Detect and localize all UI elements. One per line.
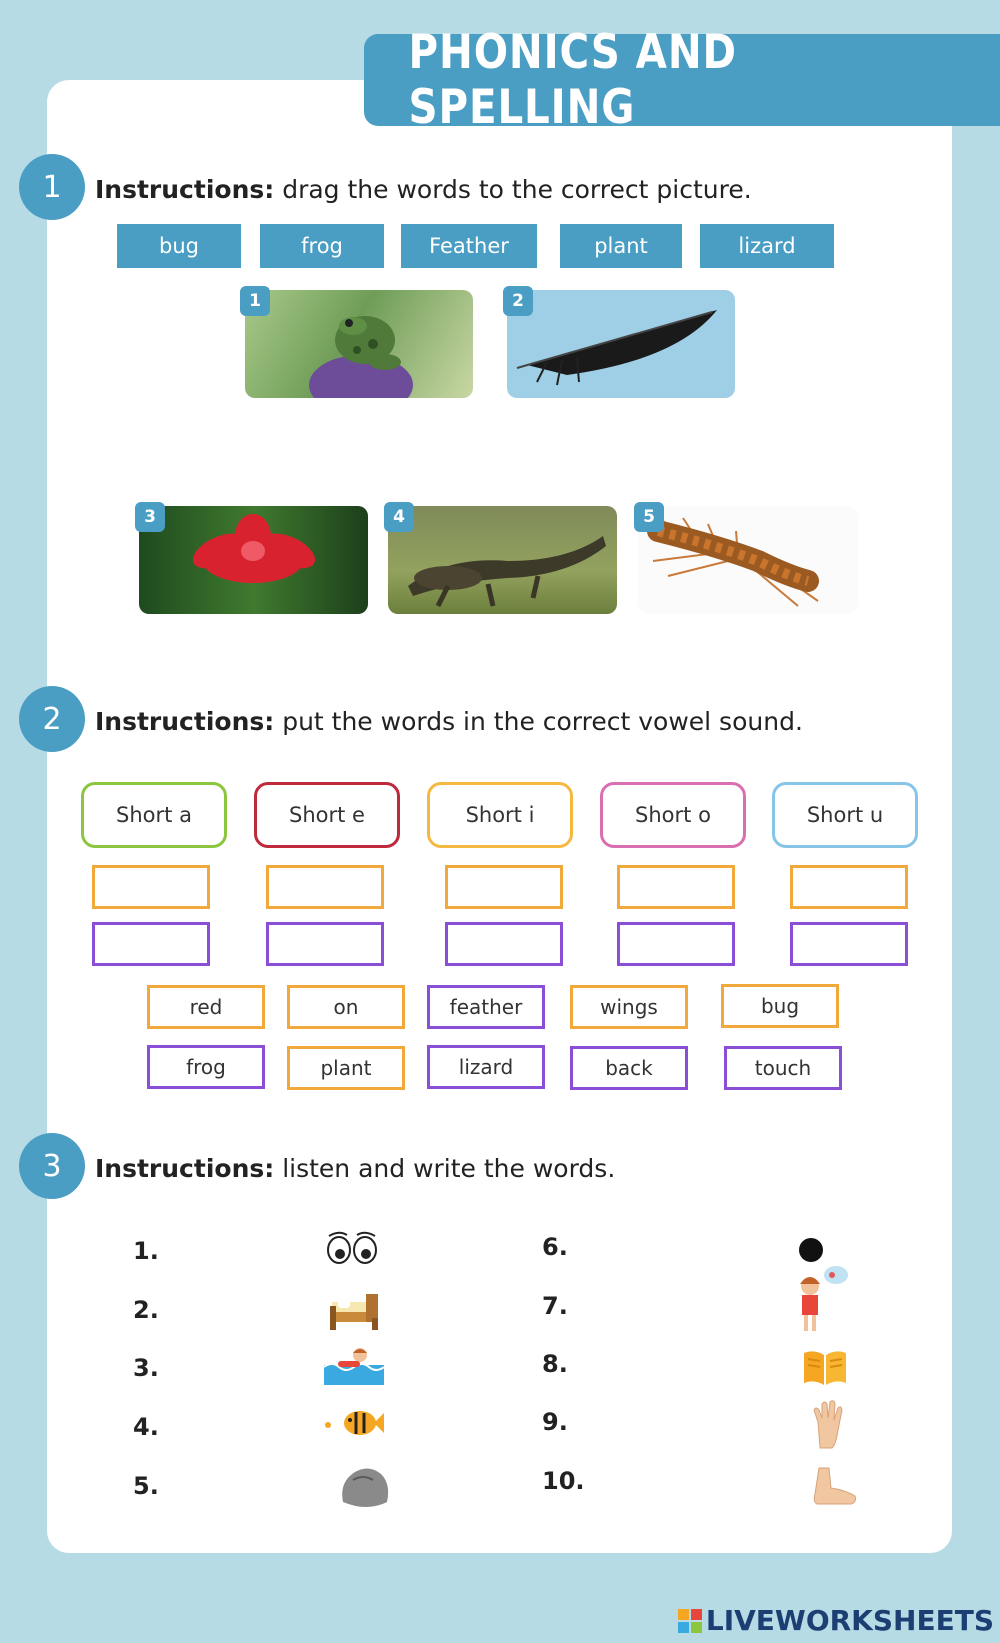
- liveworksheets-logo-icon: [678, 1609, 702, 1633]
- section-1-instruction: [95, 175, 752, 204]
- girl-talking-icon[interactable]: [796, 1264, 848, 1336]
- drag-word-plant[interactable]: plant: [560, 224, 682, 268]
- vowel-header-short-i: Short i: [427, 782, 573, 848]
- drop-slot-short-a-1[interactable]: [92, 865, 210, 909]
- listen-item-number-7: 7.: [542, 1292, 568, 1320]
- feather-icon: [507, 290, 735, 398]
- flower-icon: [139, 506, 368, 614]
- rock-icon[interactable]: [337, 1462, 393, 1512]
- listen-item-number-3: 3.: [133, 1354, 159, 1382]
- drag-word-frog[interactable]: frog: [260, 224, 384, 268]
- section-2-instruction: [95, 707, 803, 736]
- fish-icon[interactable]: [320, 1405, 386, 1441]
- eyes-icon[interactable]: [325, 1230, 381, 1266]
- drop-slot-short-o-1[interactable]: [617, 865, 735, 909]
- listen-item-number-4: 4.: [133, 1413, 159, 1441]
- drag-word-feather[interactable]: Feather: [401, 224, 537, 268]
- swimmer-icon[interactable]: [324, 1343, 384, 1385]
- drop-slot-short-o-2[interactable]: [617, 922, 735, 966]
- listen-item-number-5: 5.: [133, 1472, 159, 1500]
- section-2-number: 2: [19, 686, 85, 752]
- lizard-photo[interactable]: [388, 506, 617, 614]
- lizard-icon: [388, 506, 617, 614]
- book-icon[interactable]: [802, 1347, 848, 1387]
- frog-photo[interactable]: [245, 290, 473, 398]
- drag-word-bug[interactable]: bug: [117, 224, 241, 268]
- drop-slot-short-u-2[interactable]: [790, 922, 908, 966]
- word-tile-touch[interactable]: touch: [724, 1046, 842, 1090]
- listen-item-number-2: 2.: [133, 1296, 159, 1324]
- word-tile-frog[interactable]: frog: [147, 1045, 265, 1089]
- drop-slot-short-i-2[interactable]: [445, 922, 563, 966]
- instruction-text: drag the words to the correct picture.: [274, 175, 752, 204]
- word-tile-back[interactable]: back: [570, 1046, 688, 1090]
- word-tile-on[interactable]: on: [287, 985, 405, 1029]
- picture-badge-2: 2: [503, 286, 533, 316]
- picture-badge-1: 1: [240, 286, 270, 316]
- word-tile-plant[interactable]: plant: [287, 1046, 405, 1090]
- drop-slot-short-e-2[interactable]: [266, 922, 384, 966]
- hand-icon[interactable]: [810, 1398, 846, 1450]
- drop-slot-short-i-1[interactable]: [445, 865, 563, 909]
- drag-word-lizard[interactable]: lizard: [700, 224, 834, 268]
- feather-photo[interactable]: [507, 290, 735, 398]
- vowel-header-short-a: Short a: [81, 782, 227, 848]
- drop-slot-short-u-1[interactable]: [790, 865, 908, 909]
- picture-badge-3: 3: [135, 502, 165, 532]
- frog-icon: [245, 290, 473, 398]
- picture-badge-5: 5: [634, 502, 664, 532]
- page-title: PHONICS AND SPELLING: [408, 25, 737, 135]
- instruction-label: Instructions:: [95, 1154, 275, 1183]
- word-tile-red[interactable]: red: [147, 985, 265, 1029]
- vowel-header-short-u: Short u: [772, 782, 918, 848]
- word-tile-wings[interactable]: wings: [570, 985, 688, 1029]
- drop-slot-short-e-1[interactable]: [266, 865, 384, 909]
- vowel-header-short-o: Short o: [600, 782, 746, 848]
- instruction-label: Instructions:: [95, 707, 275, 736]
- listen-item-number-9: 9.: [542, 1408, 568, 1436]
- section-3-instruction: [95, 1154, 615, 1183]
- centipede-icon: [638, 506, 858, 614]
- bug-photo[interactable]: [638, 506, 858, 614]
- section-3-number: 3: [19, 1133, 85, 1199]
- listen-item-number-8: 8.: [542, 1350, 568, 1378]
- instruction-text: listen and write the words.: [274, 1154, 616, 1183]
- listen-item-number-1: 1.: [133, 1237, 159, 1265]
- vowel-header-short-e: Short e: [254, 782, 400, 848]
- drop-slot-short-a-2[interactable]: [92, 922, 210, 966]
- listen-item-number-10: 10.: [542, 1467, 585, 1495]
- listen-item-number-6: 6.: [542, 1233, 568, 1261]
- instruction-text: put the words in the correct vowel sound.: [274, 707, 803, 736]
- dot-icon[interactable]: [797, 1236, 825, 1264]
- foot-icon[interactable]: [805, 1466, 861, 1506]
- footer-brand: [678, 1604, 994, 1637]
- word-tile-bug[interactable]: bug: [721, 984, 839, 1028]
- bed-icon[interactable]: [326, 1288, 382, 1334]
- word-tile-feather[interactable]: feather: [427, 985, 545, 1029]
- word-tile-lizard[interactable]: lizard: [427, 1045, 545, 1089]
- section-1-number: 1: [19, 154, 85, 220]
- flower-photo[interactable]: [139, 506, 368, 614]
- footer-brand-text: LIVEWORKSHEETS: [705, 1604, 994, 1637]
- instruction-label: Instructions:: [95, 175, 275, 204]
- picture-badge-4: 4: [384, 502, 414, 532]
